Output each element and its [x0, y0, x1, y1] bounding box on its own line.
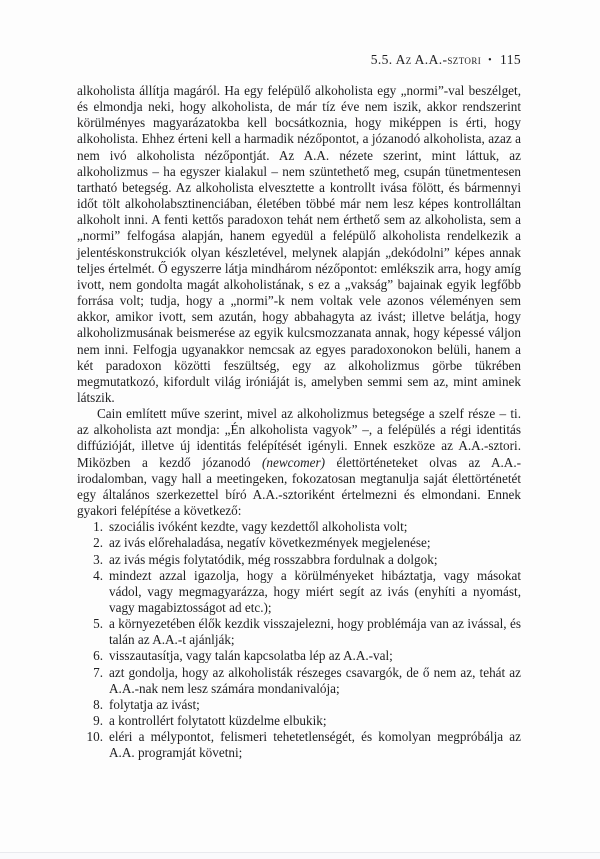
- header-bullet-icon: •: [488, 54, 493, 66]
- page-bottom-edge: [0, 852, 600, 859]
- running-head-title: 5.5. Az A.A.-sztori: [370, 52, 482, 67]
- list-item-number: 4.: [93, 567, 103, 583]
- list-item-number: 3.: [93, 551, 103, 567]
- list-item: [77, 568, 521, 616]
- list-item-text: mindezt azzal igazolja, hogy a körülményeket hibáztatja, vagy másokat vádol, vagy megmagyarázza, hogy miért segít az ivás (enyhíti a nyomást, vagy magabiztosságot ad etc.);: [109, 567, 521, 615]
- list-item-number: 1.: [93, 519, 103, 535]
- body-text: [77, 83, 521, 762]
- list-item-text: visszautasítja, vagy talán kapcsolatba lép az A.A.-val;: [109, 648, 393, 664]
- list-item: [77, 665, 521, 697]
- paragraph: Cain említett műve szerint, mivel az alkoholizmus betegsége a szelf része – ti. az alkoholista azt mondja: „Én alkoholista vagyok” –, a felépülés a régi identitás diffúzióját, illetve új identitás felépítését igényli. Ennek eszköze az A.A.-sztori. Miközben a kezdő józanodó (newcomer) élettörténeteket olvas az A.A.-irodalomban, vagy hall a meetingeken, fokozatosan megtanulja saját élettörténetét egy általános szerkezettel bíró A.A.-sztoriként értelmezni és elmondani. Ennek gyakori felépítése a következő:: [77, 406, 522, 519]
- list-item-number: 5.: [93, 616, 103, 632]
- italic-phrase: (newcomer): [262, 454, 326, 470]
- list-item-number: 8.: [93, 696, 103, 712]
- list-item: [77, 535, 521, 551]
- list-item-number: 2.: [93, 535, 103, 551]
- list-item-text: szociális ivóként kezdte, vagy kezdettől alkoholista volt;: [109, 519, 408, 535]
- list-item-number: 9.: [93, 713, 103, 729]
- running-header: [77, 52, 521, 68]
- list-item-number: 7.: [93, 664, 103, 680]
- paragraph: alkoholista állítja magáról. Ha egy felépülő alkoholista egy „normi”-val beszélget, és elmondja neki, hogy alkoholista, de már tíz éve nem iszik, akkor rendszerint körülményes magyarázatokba kell bocsátkoznia, hogy miképpen is érti, hogy alkoholista. Ehhez érteni kell a harmadik nézőpontot, a józanodó alkoholista, azaz a nem ivó alkoholista nézőpontját. Az A.A. nézete szerint, mint láttuk, az alkoholizmus – ha egyszer kialakul – nem szüntethető meg, csupán tünetmentesen tartható betegség. Az alkoholista elvesztette a kontrollt ivása fölött, és bármennyi időt tölt alkoholabsztinenciában, életében többé már nem lesz képes kontrolláltan alkoholt inni. A fenti kettős paradoxon tehát nem érthető sem az alkoholista, sem a „normi” felfogása alapján, hanem egyedül a felépülő alkoholista rendelkezik a jelentéskonstrukciók olyan készletével, melynek alapján „dekódolni” képes annak teljes értelmét. Ő egyszerre látja mindhárom nézőpontot: emlékszik arra, hogy amíg ivott, nem gondolta magát alkoholistának, s ez a „vakság” bajainak egyik legfőbb forrása volt; tudja, hogy a „normi”-k nem voltak vele azonos véleményen sem akkor, amikor ivott, sem azután, hogy abbahagyta az ivást; illetve belátja, hogy alkoholizmusának beismerése az egyik kulcsmozzanata annak, hogy képessé váljon nem inni. Felfogja ugyanakkor nemcsak az egyes paradoxonokon belüli, hanem a két paradoxon közötti feszültség, egy az alkoholizmus görbe tükrében megmutatkozó, kifordult világ iróniáját is, amelyben semmi sem az, mint aminek látszik.: [77, 83, 521, 405]
- list-item: [77, 519, 521, 535]
- list-item: [77, 697, 521, 713]
- list-item-text: az ivás mégis folytatódik, még rosszabbra fordulnak a dolgok;: [109, 551, 438, 567]
- page-number: 115: [500, 52, 521, 67]
- list-item-text: eléri a mélypontot, felismeri tehetetlenségét, és komolyan megpróbálja az A.A. programját követni;: [109, 729, 521, 761]
- list-item-text: az ivás előrehaladása, negatív következmények megjelenése;: [109, 535, 431, 551]
- list-item: [77, 713, 521, 729]
- list-item: [77, 729, 521, 761]
- list-item: [77, 552, 521, 568]
- list-item-number: 10.: [86, 729, 103, 745]
- list-item-text: folytatja az ivást;: [109, 696, 200, 712]
- list-item: [77, 616, 521, 648]
- list-item: [77, 648, 521, 664]
- list-item-text: a környezetében élők kezdik visszajelezni, hogy problémája van az ivással, és talán az A.A.-t ajánlják;: [109, 616, 521, 648]
- list-item-text: a kontrollért folytatott küzdelme elbukik;: [109, 713, 327, 729]
- list-item-text: azt gondolja, hogy az alkoholisták részeges csavargók, de ő nem az, tehát az A.A.-nak nem lesz számára mondanivalója;: [109, 664, 521, 696]
- list-item-number: 6.: [93, 648, 103, 664]
- numbered-list: [77, 519, 521, 761]
